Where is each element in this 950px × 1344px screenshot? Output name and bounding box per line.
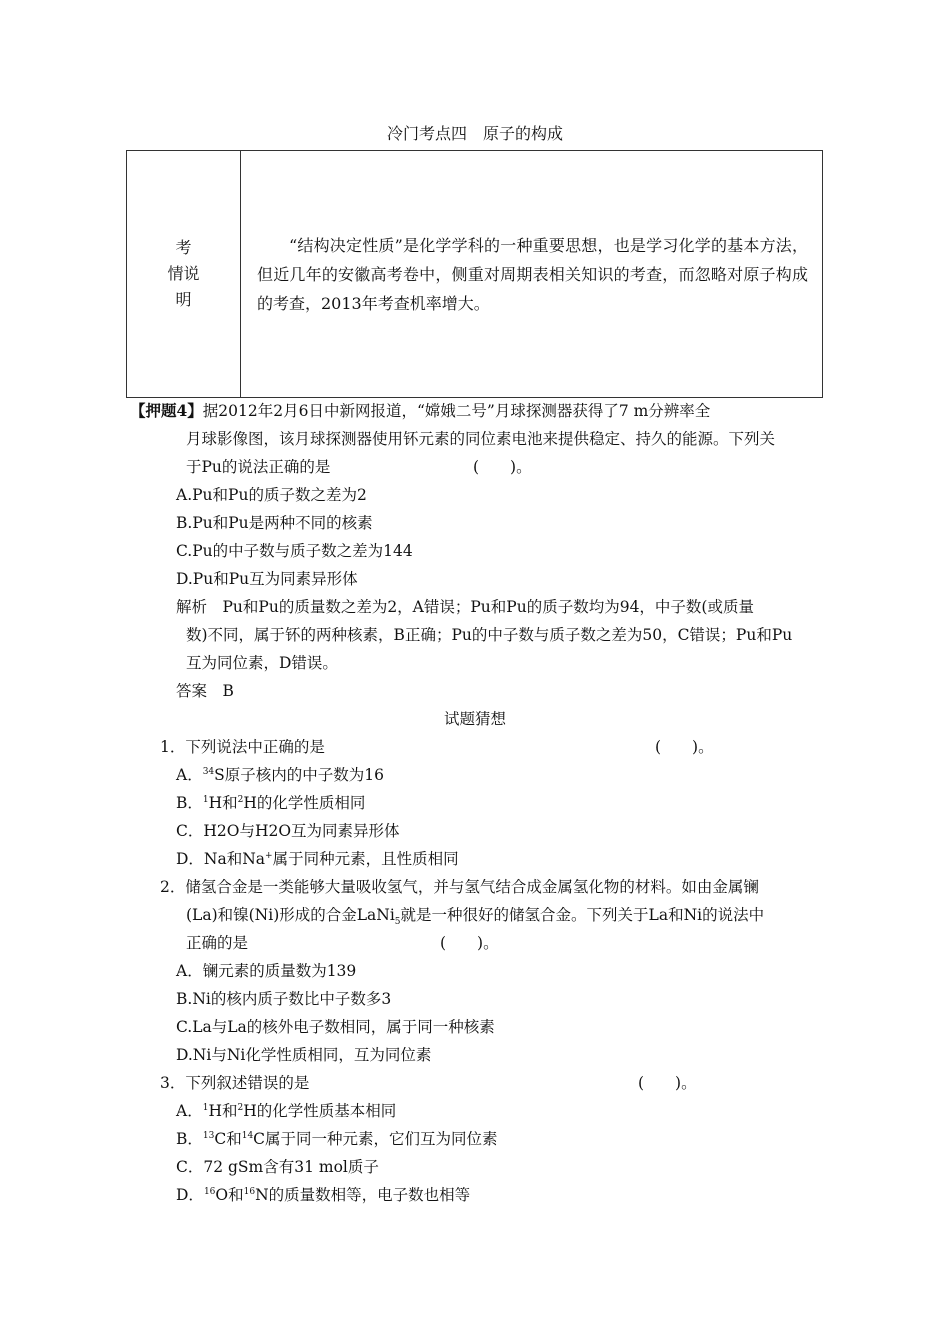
ya-ti-answer-paren: ( )。 (473, 458, 532, 476)
q2-option-a: A．镧元素的质量数为139 (176, 962, 357, 980)
section-title: 试题猜想 (443, 710, 506, 728)
page-title: 冷门考点四 原子的构成 (386, 124, 563, 143)
q2-stem-line1: 2．储氢合金是一类能够大量吸收氢气，并与氢气结合成金属氢化物的材料。如由金属镧 (160, 878, 759, 896)
q3-stem: 3．下列叙述错误的是 (160, 1074, 310, 1092)
info-label-line: 考 (175, 238, 192, 257)
q3-option-a: A．$^1$H和$^2$H的化学性质基本相同 (176, 1102, 397, 1120)
q3-option-b: B．$^{13}$C和$^{14}$C属于同一种元素，它们互为同位素 (176, 1130, 498, 1148)
info-label-cell (127, 151, 241, 398)
info-content-text: “结构决定性质”是化学学科的一种重要思想，也是学习化学的基本方法，但近几年的安徽高考卷中，侧重对周期表相关知识的考查，而忽略对原子构成的考查，2013年考查机率增大。 (257, 235, 808, 313)
ya-ti-stem-line2: 月球影像图，该月球探测器使用钚元素的同位素电池来提供稳定、持久的能源。下列关 (186, 430, 776, 448)
ya-ti-tag: 【押题4】 (130, 401, 203, 420)
q1-stem: 1．下列说法中正确的是 (160, 738, 325, 756)
ya-ti-answer: 答案 B (176, 682, 234, 700)
ya-ti-option-c: C.Pu的中子数与质子数之差为144 (176, 542, 413, 560)
q2-option-b: B.Ni的核内质子数比中子数多3 (176, 990, 392, 1008)
ya-ti-stem-line1 (130, 399, 710, 421)
exam-info-table (126, 150, 823, 398)
ya-ti-analysis-line3: 互为同位素，D错误。 (186, 654, 338, 672)
q1-option-a: A．$^{34}$S原子核内的中子数为16 (176, 766, 384, 784)
q2-stem-line3: 正确的是 (186, 934, 249, 952)
ya-ti-analysis-line1: 解析 Pu和Pu的质量数之差为2，A错误；Pu和Pu的质子数均为94，中子数(或质量 (176, 598, 754, 616)
ya-ti-stem-text: 据2012年2月6日中新网报道，“嫦娥二号”月球探测器获得了7 m分辨率全 (202, 402, 711, 420)
q2-answer-paren: ( )。 (440, 934, 499, 952)
q3-answer-paren: ( )。 (638, 1074, 697, 1092)
info-label-line: 情说 (167, 264, 200, 283)
ya-ti-option-d: D.Pu和Pu互为同素异形体 (176, 570, 358, 588)
ya-ti-option-b: B.Pu和Pu是两种不同的核素 (176, 514, 373, 532)
q3-option-c: C．72 gSm含有31 mol质子 (176, 1158, 379, 1176)
ya-ti-analysis-line2: 数)不同，属于钚的两种核素，B正确；Pu的中子数与质子数之差为50，C错误；Pu和Pu (186, 626, 793, 644)
q2-option-c: C.La与La的核外电子数相同，属于同一种核素 (176, 1018, 495, 1036)
q3-option-d: D．$^{16}$O和$^{16}$N的质量数相等，电子数也相等 (176, 1186, 471, 1204)
q2-option-d: D.Ni与Ni化学性质相同，互为同位素 (176, 1046, 432, 1064)
q1-option-d: D．Na和Na+属于同种元素，且性质相同 (176, 850, 459, 868)
q1-answer-paren: ( )。 (655, 738, 714, 756)
info-label-line: 明 (175, 290, 192, 309)
q2-stem-line2: (La)和镍(Ni)形成的合金LaNi$_5$就是一种很好的储氢合金。下列关于La和Ni的说法中 (186, 906, 765, 928)
ya-ti-option-a: A.Pu和Pu的质子数之差为2 (176, 486, 367, 504)
info-content-cell (241, 151, 823, 398)
q1-option-b: B．$^1$H和$^2$H的化学性质相同 (176, 794, 366, 812)
q1-option-c: C．H2O与H2O互为同素异形体 (176, 822, 400, 840)
ya-ti-stem-line3: 于Pu的说法正确的是 (186, 458, 331, 476)
